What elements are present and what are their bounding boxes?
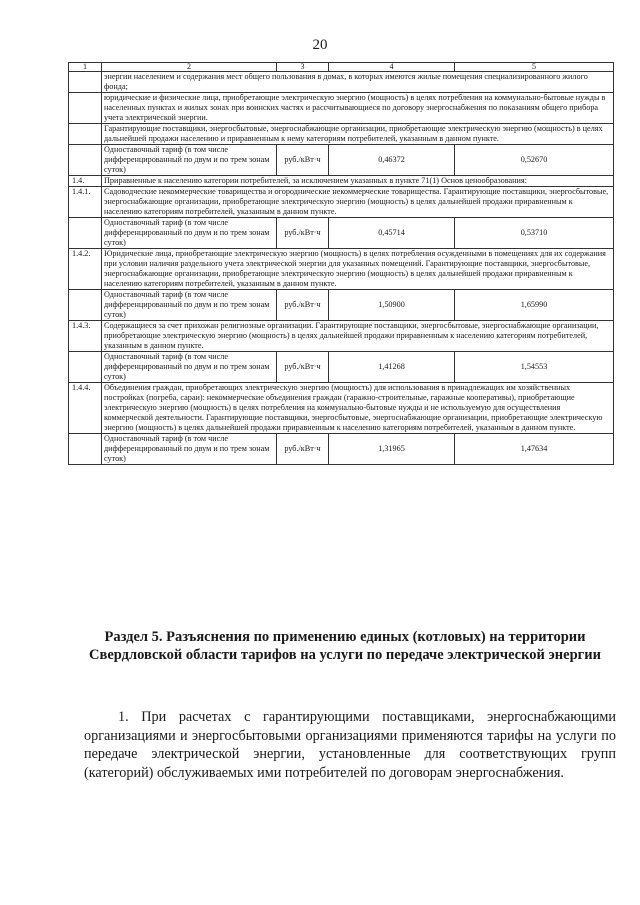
row-number [69, 290, 102, 321]
row-number [69, 352, 102, 383]
column-number: 3 [277, 63, 329, 72]
row-number: 1.4.3. [69, 321, 102, 352]
table-row [69, 124, 614, 145]
tariff-value-second-half: 1,65990 [455, 290, 614, 321]
row-description: Юридические лица, приобретающие электрическую энергию (мощность) в целях потребления осужденными в помещениях для их содержания при условии наличия раздельного учета электрической энергии для указанных помещений. Гарантирующие поставщики, энергосбытовые, энергоснабжающие организации, приобретающие электрическую энергию (мощность) в целях дальнейшей продажи приравненным к населению категориям потребителей, указанным в данном пункте. [102, 249, 614, 290]
row-number [69, 124, 102, 145]
tariff-description: Одноставочный тариф (в том числе дифференцированный по двум и по трем зонам суток) [102, 352, 277, 383]
tariff-value-second-half: 0,53710 [455, 218, 614, 249]
column-number: 5 [455, 63, 614, 72]
tariff-value-second-half: 1,54553 [455, 352, 614, 383]
table-row [69, 187, 614, 218]
tariff-row [69, 434, 614, 465]
column-number: 2 [102, 63, 277, 72]
row-description: Гарантирующие поставщики, энергосбытовые, энергоснабжающие организации, приобретающие электрическую энергию (мощность) в целях дальнейшей продажи населению и приравненным к нему категориям потребителей, указанным в данном пункте. [102, 124, 614, 145]
tariff-row [69, 218, 614, 249]
tariff-description: Одноставочный тариф (в том числе дифференцированный по двум и по трем зонам суток) [102, 290, 277, 321]
tariff-value-first-half: 1,31965 [329, 434, 455, 465]
tariff-row [69, 290, 614, 321]
table-row [69, 176, 614, 187]
section-paragraph: 1. При расчетах с гарантирующими поставщиками, энергоснабжающими организациями и энергосбытовыми организациями применяются тарифы на услуги по передаче электрической энергии, установленные для соответствующих групп (категорий) обслуживаемых ими потребителей по договорам энергоснабжения. [84, 709, 616, 781]
table-row [69, 93, 614, 124]
row-number [69, 434, 102, 465]
row-description: Объединения граждан, приобретающих электрическую энергию (мощность) для использования в принадлежащих им хозяйственных постройках (погреба, сараи): некоммерческие объединения граждан (гаражно-строительные, гаражные кооперативы), приобретающие электрическую энергию (мощность) в целях потребления на коммунально-бытовые нужды и не используемую для осуществления коммерческой деятельности. Гарантирующие поставщики, энергосбытовые, энергоснабжающие организации, приобретающие электрическую энергию (мощность) в целях дальнейшей продажи приравненным к населению категориям потребителей, указанным в данном пункте. [102, 383, 614, 434]
row-description: Содержащиеся за счет прихожан религиозные организации. Гарантирующие поставщики, энергосбытовые, энергоснабжающие организации, приобретающие электрическую энергию (мощность) в целях дальнейшей продажи приравненным к населению категориям потребителей, указанным в данном пункте. [102, 321, 614, 352]
row-number [69, 145, 102, 176]
column-number: 4 [329, 63, 455, 72]
row-number [69, 93, 102, 124]
row-number: 1.4. [69, 176, 102, 187]
row-number: 1.4.4. [69, 383, 102, 434]
page-number: 20 [312, 37, 328, 53]
tariff-row [69, 145, 614, 176]
row-description: энергии населением и содержания мест общего пользования в домах, в которых имеются жилые помещения специализированного жилого фонда; [102, 72, 614, 93]
column-number-row [69, 63, 614, 72]
tariff-unit: руб./кВт·ч [277, 290, 329, 321]
tariff-value-first-half: 1,50900 [329, 290, 455, 321]
row-number [69, 218, 102, 249]
tariff-unit: руб./кВт·ч [277, 434, 329, 465]
tariff-description: Одноставочный тариф (в том числе дифференцированный по двум и по трем зонам суток) [102, 434, 277, 465]
tariff-value-first-half: 0,46372 [329, 145, 455, 176]
section-title: Раздел 5. Разъяснения по применению единых (котловых) на территории Свердловской области тарифов на услуги по передаче электрической энергии [89, 629, 601, 663]
column-number: 1 [69, 63, 102, 72]
row-description: Приравненные к населению категории потребителей, за исключением указанных в пункте 71(1) Основ ценообразования: [102, 176, 614, 187]
tariff-value-first-half: 0,45714 [329, 218, 455, 249]
tariff-value-second-half: 1,47634 [455, 434, 614, 465]
row-description: юридические и физические лица, приобретающие электрическую энергию (мощность) в целях потребления на коммунально-бытовые нужды в населенных пунктах и жилых зонах при воинских частях и рассчитывающиеся по договору энергоснабжения по показаниям общего прибора учета электрической энергии. [102, 93, 614, 124]
table-row [69, 321, 614, 352]
row-number [69, 72, 102, 93]
row-number: 1.4.1. [69, 187, 102, 218]
tariff-unit: руб./кВт·ч [277, 352, 329, 383]
tariff-description: Одноставочный тариф (в том числе дифференцированный по двум и по трем зонам суток) [102, 218, 277, 249]
table-row [69, 249, 614, 290]
table-row [69, 383, 614, 434]
tariff-table [68, 62, 614, 465]
tariff-value-second-half: 0,52670 [455, 145, 614, 176]
row-number: 1.4.2. [69, 249, 102, 290]
tariff-unit: руб./кВт·ч [277, 145, 329, 176]
tariff-row [69, 352, 614, 383]
tariff-value-first-half: 1,41268 [329, 352, 455, 383]
table-row [69, 72, 614, 93]
tariff-description: Одноставочный тариф (в том числе дифференцированный по двум и по трем зонам суток) [102, 145, 277, 176]
row-description: Садоводческие некоммерческие товарищества и огороднические некоммерческие товарищества. Гарантирующие поставщики, энергосбытовые, энергоснабжающие организации, приобретающие электрическую энергию (мощность) в целях дальнейшей продажи приравненным к населению категориям потребителей, указанным в данном пункте. [102, 187, 614, 218]
tariff-unit: руб./кВт·ч [277, 218, 329, 249]
